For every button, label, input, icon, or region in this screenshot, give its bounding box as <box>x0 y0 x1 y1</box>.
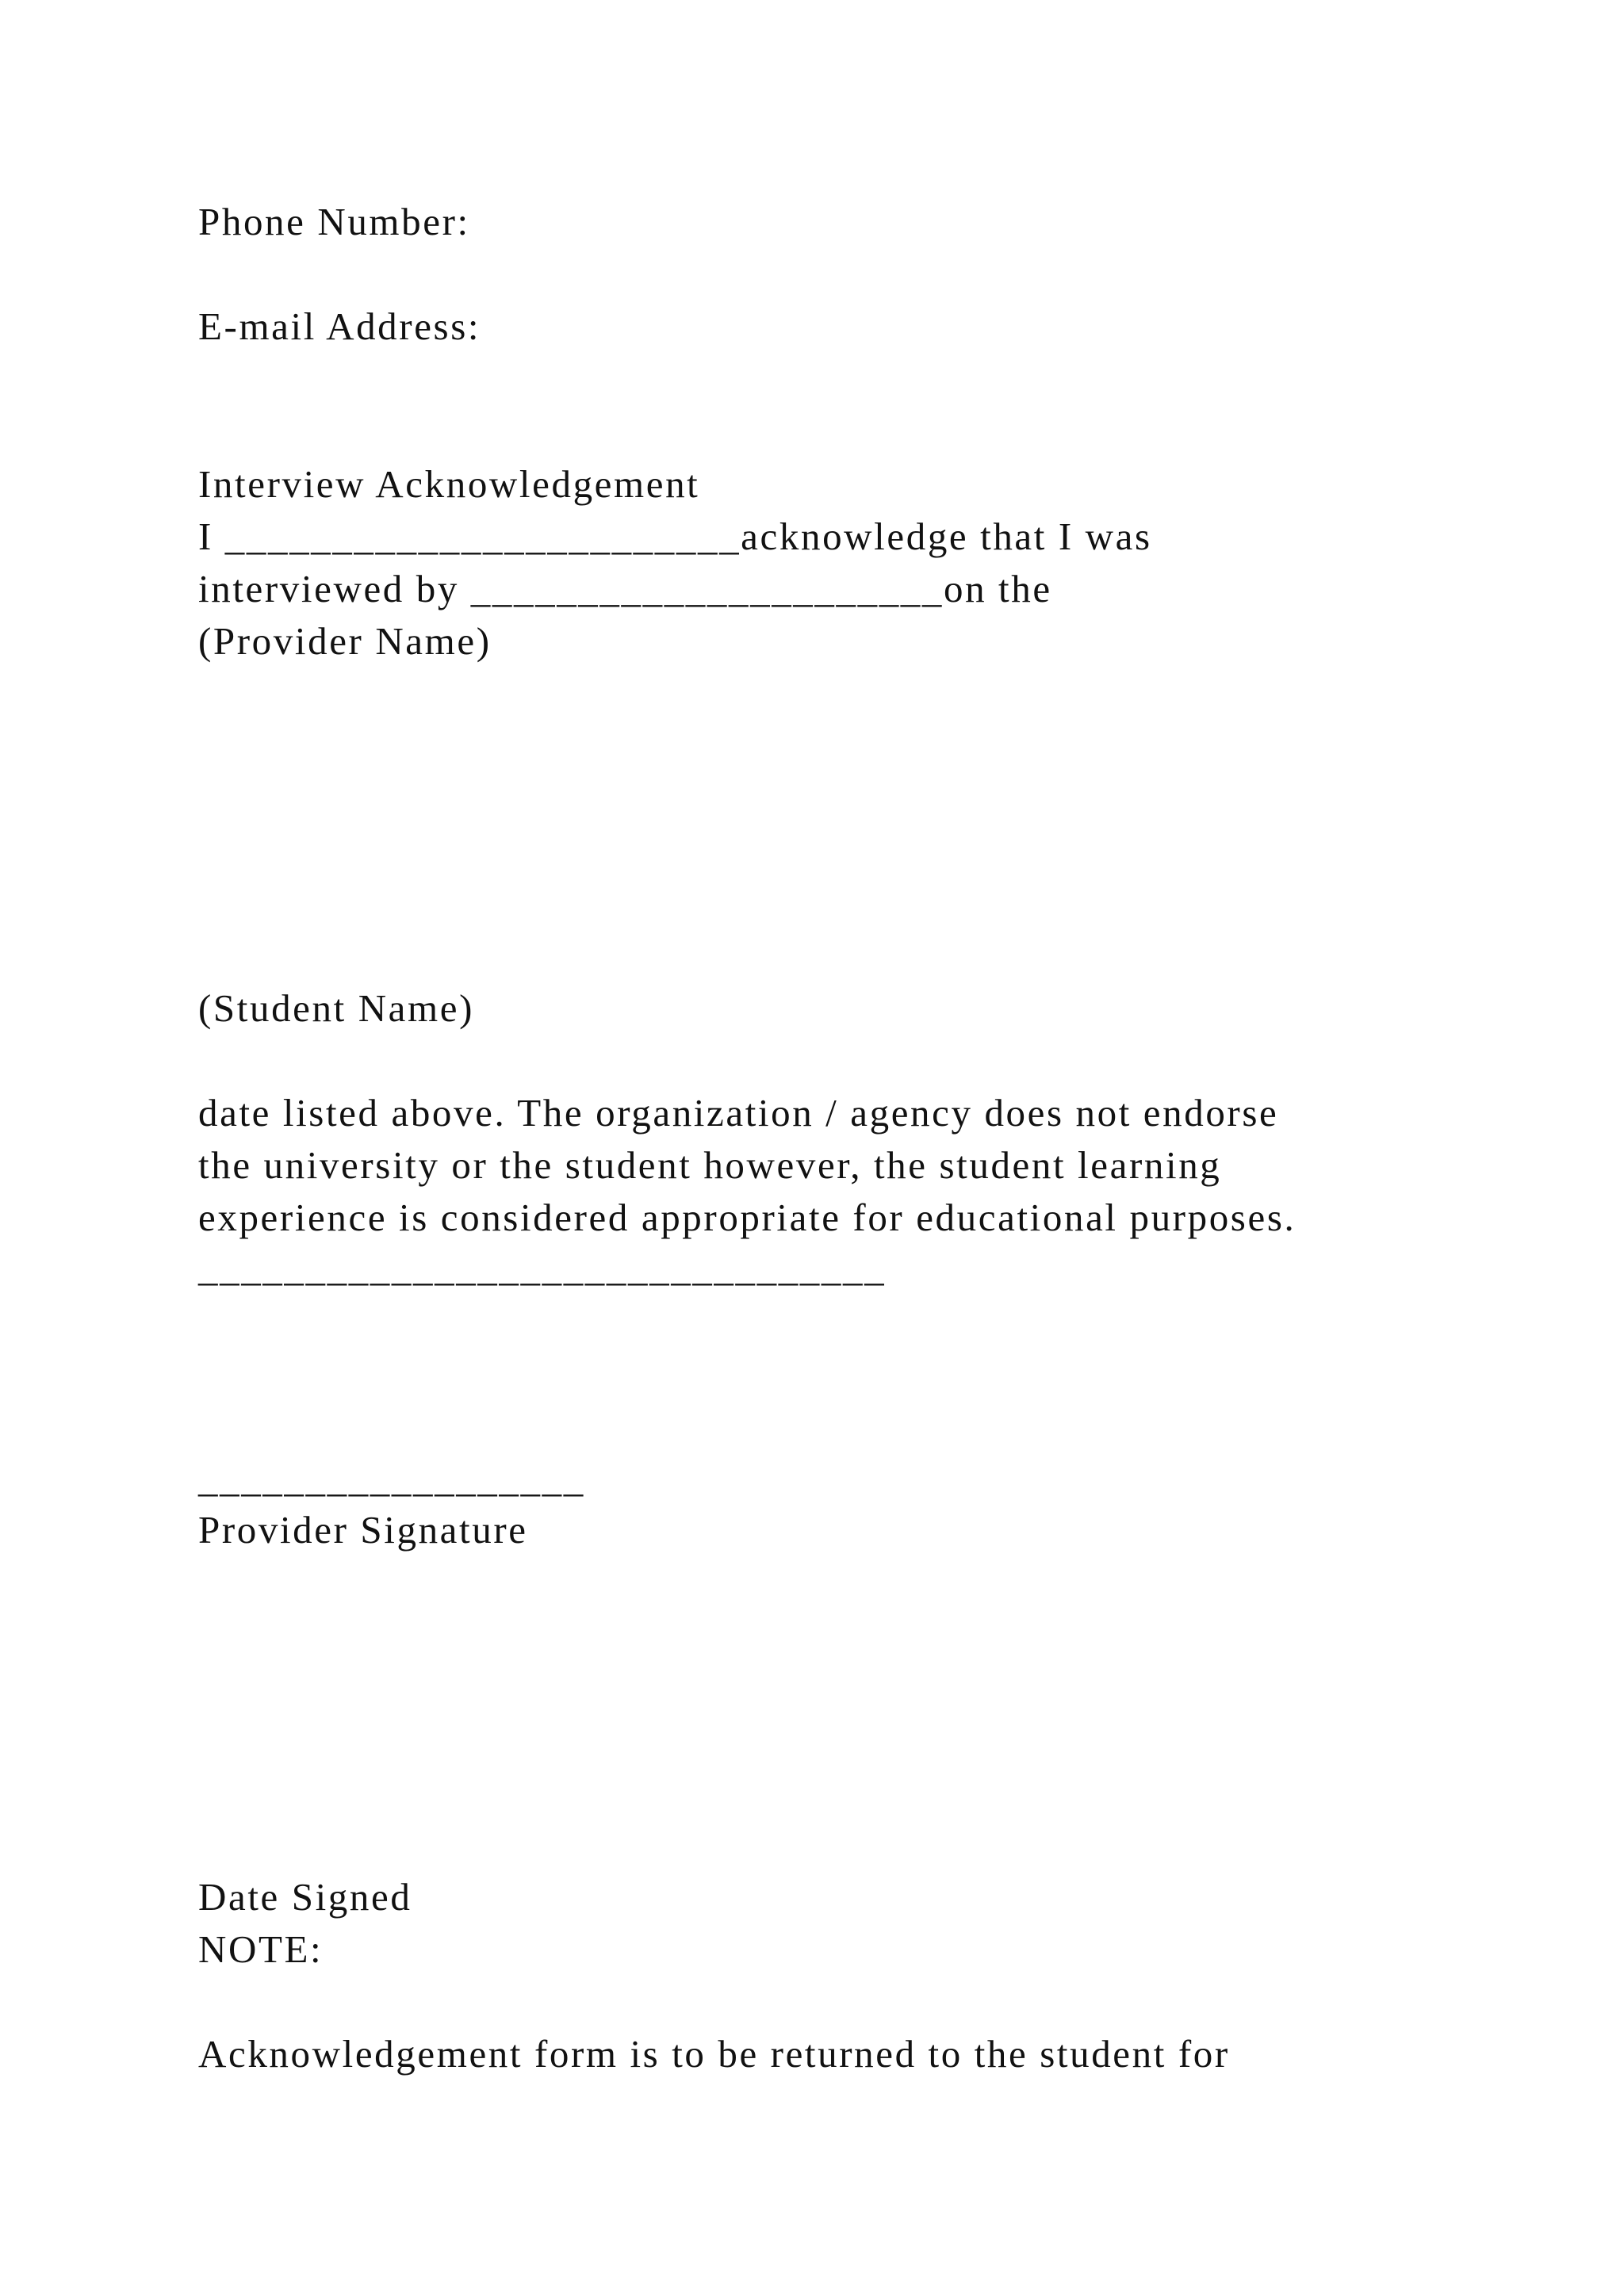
signature-line-short: __________________ <box>198 1456 585 1500</box>
note-label: NOTE: <box>198 1927 324 1971</box>
form-heading: Interview Acknowledgement <box>198 462 700 506</box>
student-name-caption: (Student Name) <box>198 986 475 1030</box>
provider-signature-label: Provider Signature <box>198 1508 528 1552</box>
body-text-line-1: date listed above. The organization / agency does not endorse <box>198 1091 1279 1135</box>
signature-line-long: ________________________________ <box>198 1246 887 1289</box>
provider-name-caption: (Provider Name) <box>198 619 492 663</box>
email-address-label: E-mail Address: <box>198 304 481 348</box>
body-text-line-3: experience is considered appropriate for educational purposes. <box>198 1196 1297 1239</box>
date-signed-label: Date Signed <box>198 1875 412 1919</box>
note-text: Acknowledgement form is to be returned to the student for <box>198 2032 1230 2076</box>
body-text-line-2: the university or the student however, the student learning <box>198 1143 1222 1187</box>
phone-number-label: Phone Number: <box>198 200 470 243</box>
acknowledgement-line-2: interviewed by ______________________on the <box>198 567 1052 610</box>
acknowledgement-line-1: I ________________________acknowledge that I was <box>198 515 1152 558</box>
